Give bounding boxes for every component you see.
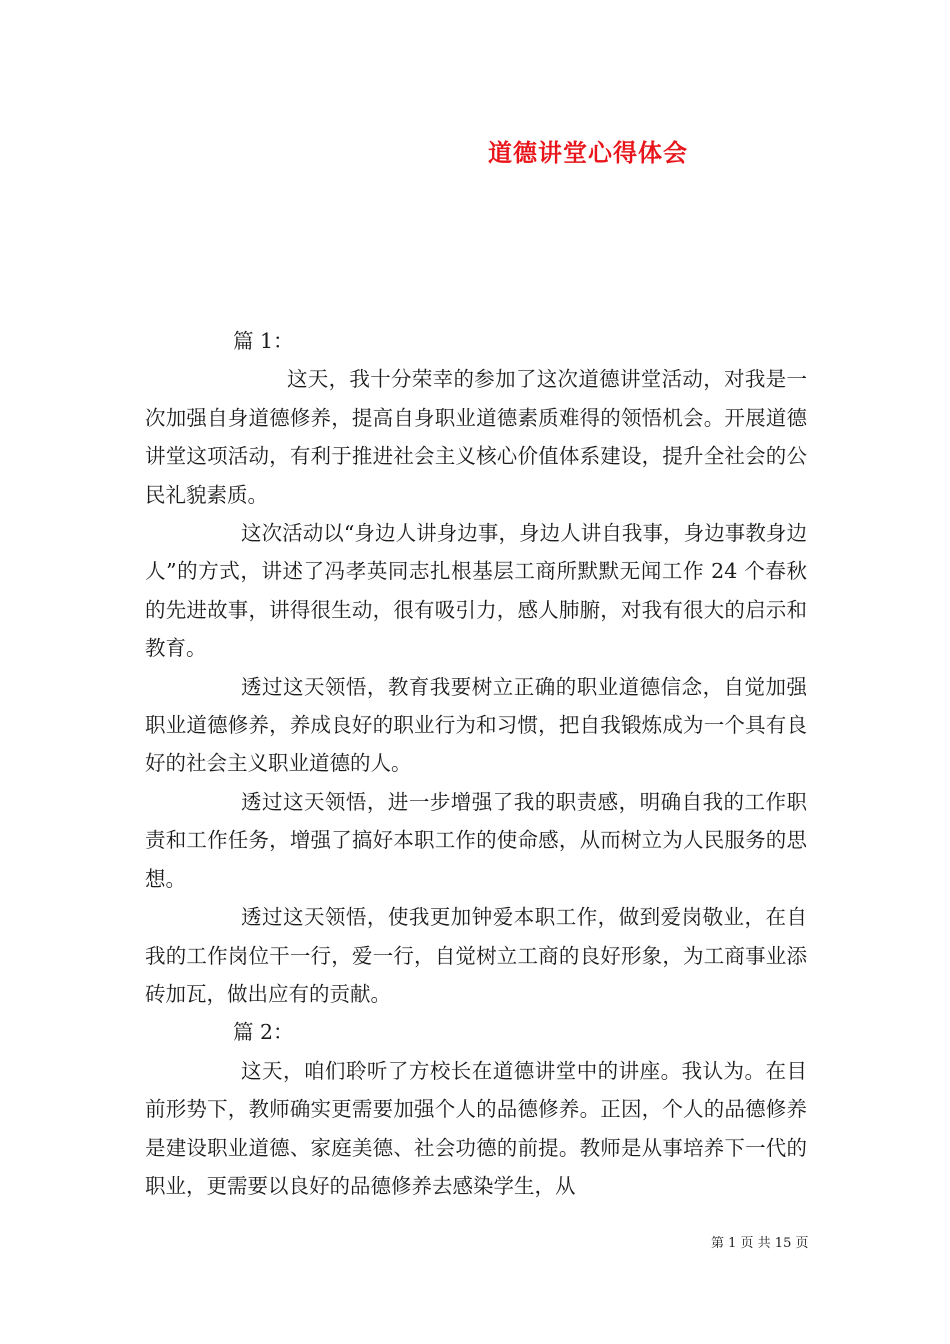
section-2-heading: 篇 2： xyxy=(233,1020,294,1045)
document-title: 道德讲堂心得体会 xyxy=(488,138,688,167)
paragraph-6: 这天，咱们聆听了方校长在道德讲堂中的讲座。我认为。在目前形势下，教师确实更需要加强个人的品德修养。正因，个人的品德修养是建设职业道德、家庭美德、社会功德的前提。教师是从事培养下一代的职业，更需要以良好的品德修养去感染学生，从 xyxy=(145,1058,807,1198)
paragraph-1: 这天，我十分荣幸的参加了这次道德讲堂活动，对我是一次加强自身道德修养，提高自身职业道德素质难得的领悟机会。开展道德讲堂这项活动，有利于推进社会主义核心价值体系建设，提升全社会的公民礼貌素质。 xyxy=(145,367,807,507)
document-body xyxy=(145,322,807,1205)
paragraph-4: 透过这天领悟，进一步增强了我的职责感，明确自我的工作职责和工作任务，增强了搞好本职工作的使命感，从而树立为人民服务的思想。 xyxy=(145,789,807,891)
page-number-footer: 第 1 页 共 15 页 xyxy=(711,1236,809,1251)
paragraph-5: 透过这天领悟，使我更加钟爱本职工作，做到爱岗敬业，在自我的工作岗位干一行，爱一行，自觉树立工商的良好形象，为工商事业添砖加瓦，做出应有的贡献。 xyxy=(145,905,807,1006)
paragraph-2: 这次活动以“身边人讲身边事，身边人讲自我事，身边事教身边人”的方式，讲述了冯孝英同志扎根基层工商所默默无闻工作 24 个春秋的先进故事，讲得很生动，很有吸引力，感人肺腑，对我有很大的启示和教育。 xyxy=(145,521,807,661)
paragraph-3: 透过这天领悟，教育我要树立正确的职业道德信念，自觉加强职业道德修养，养成良好的职业行为和习惯，把自我锻炼成为一个具有良好的社会主义职业道德的人。 xyxy=(145,674,807,776)
section-1-heading: 篇 1： xyxy=(233,329,294,353)
